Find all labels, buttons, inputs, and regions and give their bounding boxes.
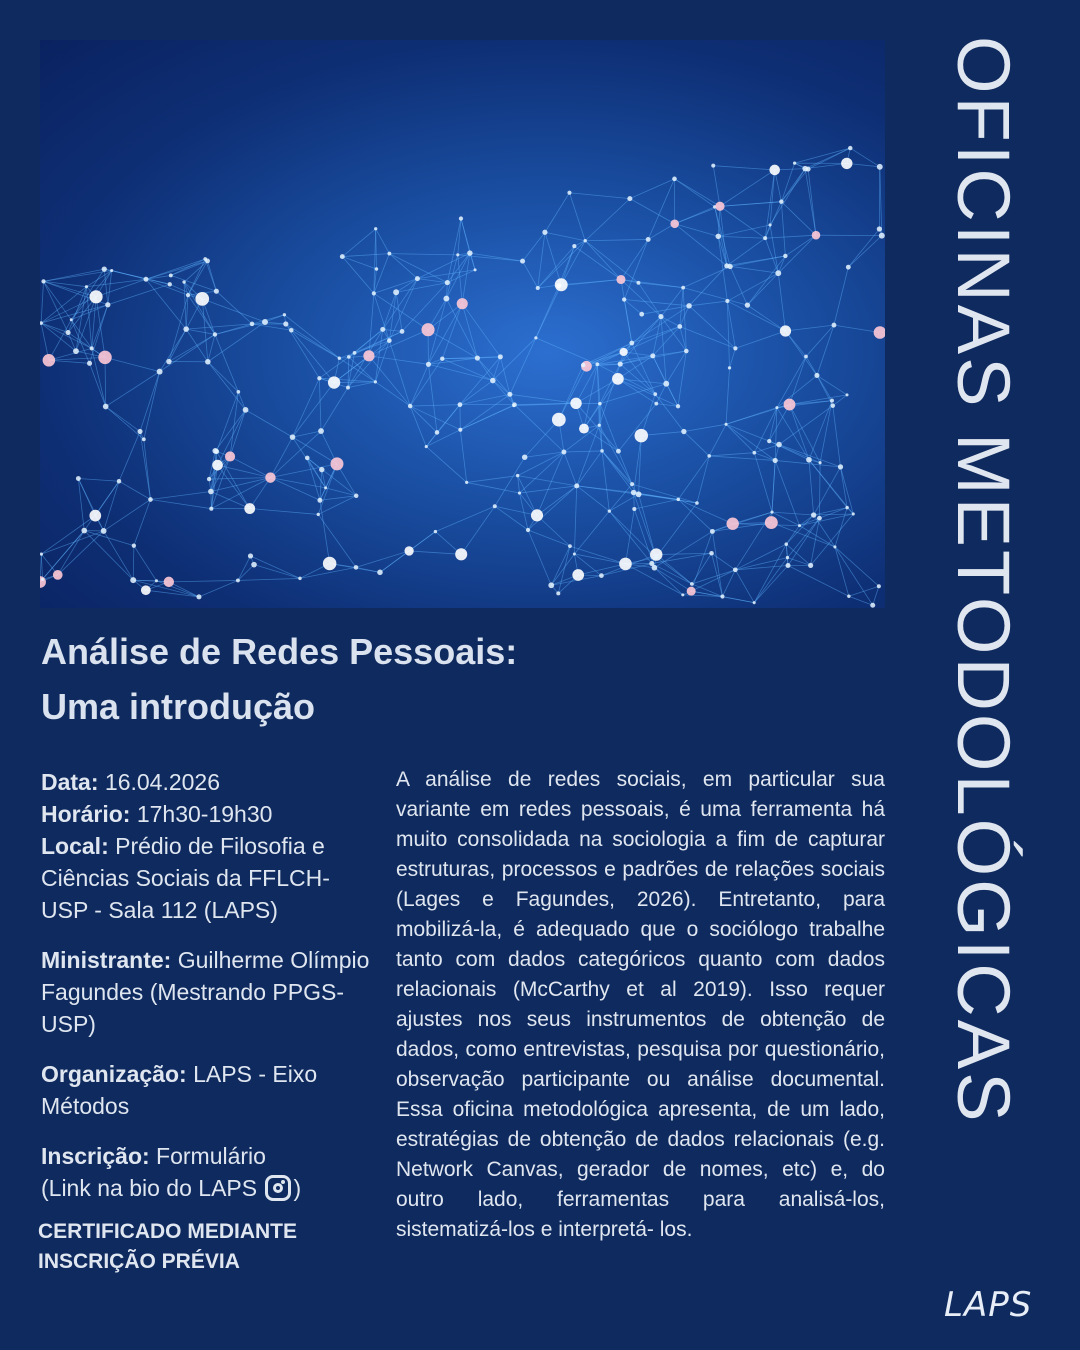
certificate-line-1: CERTIFICADO MEDIANTE	[38, 1220, 297, 1243]
info-organization: Organização: LAPS - Eixo Métodos	[41, 1061, 318, 1119]
network-hero-image	[40, 40, 885, 608]
organization-value: LAPS - Eixo Métodos	[41, 1061, 318, 1119]
certificate-notice	[38, 1217, 378, 1277]
page-title	[41, 624, 741, 734]
network-illustration	[40, 40, 885, 608]
info-registration: Inscrição: Formulário (Link na bio do LAPS )	[41, 1143, 302, 1201]
date-row: Data: 16.04.2026	[41, 769, 221, 795]
registration-value: Formulário	[156, 1143, 266, 1169]
registration-link-close: )	[293, 1175, 302, 1201]
instructor-value: Guilherme Olímpio Fagundes (Mestrando PPGS-USP)	[41, 947, 370, 1037]
instagram-icon	[265, 1175, 291, 1201]
time-row: Horário: 17h30-19h30	[41, 801, 273, 827]
title-line-1: Análise de Redes Pessoais:	[41, 631, 518, 672]
registration-link: (Link na bio do LAPS	[41, 1175, 258, 1201]
info-instructor: Ministrante: Guilherme Olímpio Fagundes (Mestrando PPGS-USP)	[41, 947, 370, 1037]
date-value: 16.04.2026	[104, 769, 221, 795]
event-info	[41, 766, 371, 1222]
location-row: Local: Prédio de Filosofia e Ciências Sociais da FFLCH-USP - Sala 112 (LAPS)	[41, 833, 330, 923]
description-text: A análise de redes sociais, em particular sua variante em redes pessoais, é uma ferramenta há muito consolidada na sociologia a fim de capturar estruturas, processos e padrões de relações sociais (Lages e Fagundes, 2026). Entretanto, para mobilizá-la, é adequado que o sociólogo trabalhe tanto com dados categóricos quanto com dados relacionais (McCarthy et al 2019). Isso requer ajustes nos seus instrumentos de obtenção de dados, como entrevistas, pesquisa por questionário, observação participante ou análise documental. Essa oficina metodológica apresenta, de um lado, estratégias de obtenção de dados relacionais (e.g. Network Canvas, gerador de nomes, etc) e, do outro lado, ferramentas para analisá-los, sistematizá-los e interpretá- los.	[396, 768, 885, 1241]
laps-logo: LAPS	[944, 1285, 1033, 1325]
info-schedule	[41, 766, 371, 926]
title-line-2: Uma introdução	[41, 686, 316, 727]
location-value: Prédio de Filosofia e Ciências Sociais da FFLCH-USP - Sala 112 (LAPS)	[41, 833, 330, 923]
time-value: 17h30-19h30	[136, 801, 273, 827]
certificate-line-2: INSCRIÇÃO PRÉVIA	[38, 1250, 240, 1273]
vertical-title: OFICINAS METODOLÓGICAS	[942, 36, 1025, 1125]
